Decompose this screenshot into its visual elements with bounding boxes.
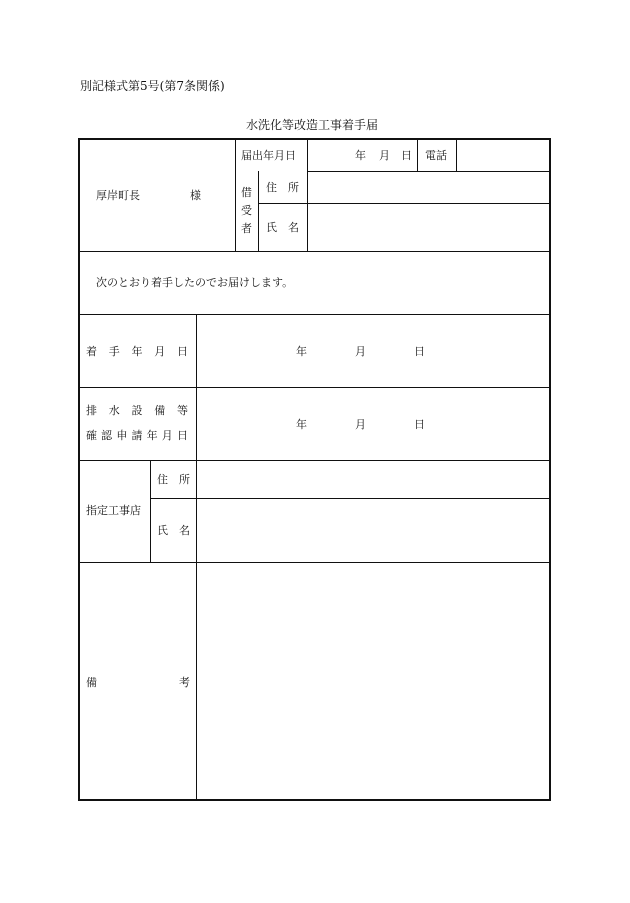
line <box>456 139 457 171</box>
applicant-name-label: 氏 名 <box>266 221 299 234</box>
line <box>150 460 151 562</box>
label-char: 年 <box>146 429 158 442</box>
application-day-unit: 日 <box>414 418 425 431</box>
contractor-name-field[interactable] <box>198 500 549 560</box>
label-char: 備 <box>86 676 97 689</box>
form-title: 水洗化等改造工事着手届 <box>246 118 379 132</box>
line <box>307 171 551 172</box>
remarks-field[interactable] <box>198 564 549 799</box>
contractor-label: 指定工事店 <box>86 504 141 517</box>
line <box>150 498 551 499</box>
line <box>79 314 551 315</box>
label-char: 年 <box>131 345 143 358</box>
addressee-name: 厚岸町長 <box>96 189 140 202</box>
label-char: 申 <box>116 429 128 442</box>
start-day-unit: 日 <box>414 345 425 358</box>
contractor-address-label: 住 所 <box>157 473 190 486</box>
contractor-address-field[interactable] <box>198 462 549 496</box>
label-char: 月 <box>154 345 166 358</box>
label-char: 日 <box>176 429 188 442</box>
phone-field[interactable] <box>458 141 549 169</box>
applicant-char: 受 <box>241 204 252 217</box>
notification-year-unit: 年 <box>355 149 366 162</box>
start-year-unit: 年 <box>296 345 307 358</box>
line <box>79 251 551 252</box>
application-year-unit: 年 <box>296 418 307 431</box>
remarks-label <box>86 677 190 688</box>
form-number: 別記様式第5号(第7条関係) <box>80 79 225 93</box>
application-month-unit: 月 <box>355 418 366 431</box>
notification-month-unit: 月 <box>379 149 390 162</box>
line <box>258 171 259 251</box>
line <box>235 139 236 251</box>
applicant-char: 借 <box>241 186 252 199</box>
label-char: 請 <box>131 429 143 442</box>
label-char: 設 <box>131 404 143 417</box>
label-char: 考 <box>179 676 190 689</box>
phone-label: 電話 <box>425 149 447 162</box>
applicant-address-field[interactable] <box>309 173 549 201</box>
application-date-field[interactable] <box>198 389 549 458</box>
label-char: 月 <box>161 429 173 442</box>
label-char: 備 <box>154 404 166 417</box>
label-char: 等 <box>177 404 188 417</box>
label-char: 排 <box>86 404 97 417</box>
label-char: 手 <box>108 345 120 358</box>
label-char: 日 <box>177 345 188 358</box>
label-char: 確 <box>86 429 97 442</box>
label-char: 認 <box>101 429 113 442</box>
line <box>79 562 551 563</box>
application-date-label-line2 <box>86 430 188 441</box>
label-char: 着 <box>86 345 97 358</box>
line <box>258 203 551 204</box>
applicant-name-field[interactable] <box>309 205 549 249</box>
application-date-label-line1 <box>86 405 188 416</box>
addressee-honorific: 様 <box>190 189 201 202</box>
line <box>417 139 418 171</box>
notification-date-label: 届出年月日 <box>241 149 296 162</box>
statement-text: 次のとおり着手したのでお届けします。 <box>96 276 294 289</box>
start-date-field[interactable] <box>198 316 549 385</box>
applicant-char: 者 <box>241 222 252 235</box>
notification-day-unit: 日 <box>401 149 412 162</box>
line <box>307 139 308 251</box>
contractor-name-label: 氏 名 <box>157 524 190 537</box>
line <box>79 387 551 388</box>
line <box>196 314 197 800</box>
start-date-label <box>86 346 188 357</box>
start-month-unit: 月 <box>355 345 366 358</box>
label-char: 水 <box>108 404 120 417</box>
applicant-address-label: 住 所 <box>266 181 299 194</box>
